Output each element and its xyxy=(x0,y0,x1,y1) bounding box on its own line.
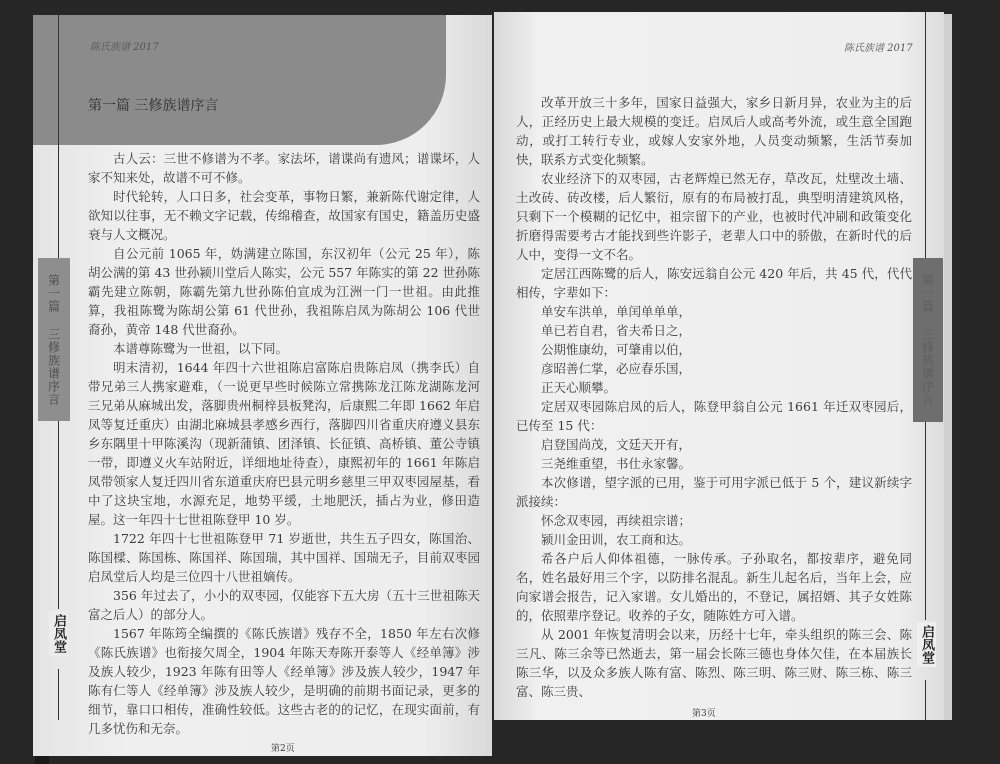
chapter-header-band xyxy=(33,15,446,145)
paragraph: 1567 年陈筠全编撰的《陈氏族谱》残存不全，1850 年左右次修《陈氏族谱》也衔接欠周全，1904 年陈天寿陈开泰等人《经单簿》涉及族人较少，1923 年陈有田等人《经单簿》涉及族人较少，1947 年陈有仁等人《经单簿》涉及族人较少，是明确的前期书面记录，更多的细节，靠口口相传，准确性较低。这些古老的的记忆，在现实面前，有几多忧伤和无奈。 xyxy=(88,626,480,736)
margin-rule xyxy=(925,422,926,620)
chapter-title: 第一篇 三修族谱序言 xyxy=(88,98,219,114)
chapter-tab: 第一篇 三修族谱序言 xyxy=(38,258,70,421)
paragraph: 时代轮转，人口日多，社会变革，事物日繁，兼新陈代谢定律，人欲知以往事，无不赖文字记载，传绵稽查，故国家有国史，籍盖历史盛衰与人文概况。 xyxy=(88,189,480,242)
verse-line: 公期惟康幼，可肇甫以伯， xyxy=(541,342,692,357)
page-number: 第3页 xyxy=(692,709,716,719)
verse-line: 颍川金田训，农工商和达。 xyxy=(541,532,692,547)
chapter-tab: 第一篇 三修族谱序言 xyxy=(913,258,943,422)
paragraph: 从 2001 年恢复清明会以来，历经十七年，牵头组织的陈三会、陈三凡、陈三余等已然逝去，第一届会长陈三德也身体欠佳，在本届族长陈三华，以及众多族人陈有富、陈烈、陈三明、陈三财、陈三栋、陈三富、陈三贵、 xyxy=(516,627,912,699)
left-body-text xyxy=(88,149,480,738)
paragraph: 希各户后人仰体祖德，一脉传承。子孙取名，都按辈序，避免同名，姓名最好用三个字，以防排名混乱。新生儿起名后，当年上会，应向家谱会报告，记入家谱。女儿婚出的，不登记，属招婿、其子女姓陈的，依照辈序登记。收养的子女，随陈姓方可入谱。 xyxy=(516,551,912,623)
margin-rule xyxy=(58,15,59,258)
paragraph: 明末清初，1644 年四十六世祖陈启富陈启贵陈启凤（携李氏）自带兄弟三人携家避难，（一说更早些时候陈立常携陈龙江陈龙湖陈龙河三兄弟从麻城出发，落脚贵州桐梓县板凳沟，后康熙二年即 1662 年启凤等复迁重庆）由湖北麻城县孝感乡西行，落脚四川省重庆府遵义县东乡东隅里十甲陈溪沟（现新蒲镇、团泽镇、长征镇、高桥镇、董公寺镇一带，即遵义火车站附近，详细地址待查），康熙初年的 1661 年陈启凤带领家人复迁四川省东道重庆府巴县元明乡慈里三甲双枣园屋基，看中了这块宝地，水源充足，地势平缓，土地肥沃，插占为业，修田造屋。这一年四十七世祖陈登甲 10 岁。 xyxy=(88,360,480,527)
paragraph: 改革开放三十多年，国家日益强大，家乡日新月异，农业为主的后人，正经历史上最大规模的变迁。启凤后人或高考外流，或生意全国跑动，或打工转行专业，或嫁人安家外地，人员变动频繁，生活节奏加快，联系方式变化频繁。 xyxy=(516,95,912,167)
verse-line: 三尧维重望，书仕永家馨。 xyxy=(541,456,692,471)
paragraph: 古人云：三世不修谱为不孝。家法坏，谱谍尚有遗风；谱谍坏，人家不知来处，故谱不可不修。 xyxy=(88,151,480,185)
verse-line: 单已若自君，省夫希日之， xyxy=(541,323,692,338)
hall-name: 启凤堂 xyxy=(917,622,936,667)
paragraph: 定居江西陈鹭的后人，陈安远翁自公元 420 年后，共 45 代，代代相传，字辈如下： xyxy=(516,266,912,300)
margin-rule xyxy=(925,680,926,720)
verse-line: 彦昭善仁掌，必应春乐国， xyxy=(541,361,692,376)
verse-line: 启登国尚茂，文廷天开有， xyxy=(541,437,692,452)
verse-line: 怀念双枣园，再续祖宗谱； xyxy=(541,513,692,528)
page-number: 第2页 xyxy=(271,744,295,754)
margin-rule xyxy=(58,669,59,720)
running-head: 陈氏族谱 2017 xyxy=(844,43,913,54)
paragraph: 自公元前 1065 年，妫满建立陈国，东汉初年（公元 25 年），陈胡公满的第 43 世孙颍川堂后人陈实，公元 557 年陈实的第 22 世孙陈霸先建立陈朝，陈霸先第九世孙陈伯宣成为江洲一门一世祖。由此推算，我祖陈鹭为陈胡公第 61 代世孙，我祖陈启凤为陈胡公 106 代世裔孙，黄帝 148 代世裔孙。 xyxy=(88,246,481,337)
margin-rule xyxy=(925,12,926,258)
running-head: 陈氏族谱 2017 xyxy=(90,42,159,53)
paragraph: 农业经济下的双枣园，古老辉煌已然无存，草改瓦，灶壁改土墙、土改砖、砖改楼，后人繁衍，原有的布局被打乱，典型明清建筑风格，只剩下一个模糊的记忆中，祖宗留下的产业，也被时代冲刷和政策变化折磨得需要考古才能找到些许影子，老辈人口中的骄傲，在新时代的后人中，变得一文不名。 xyxy=(516,171,912,262)
left-page xyxy=(33,15,492,756)
paragraph: 356 年过去了，小小的双枣园，仅能容下五大房（五十三世祖陈天富之后人）的部分人。 xyxy=(88,588,480,622)
page-edges xyxy=(944,14,952,720)
paragraph: 定居双枣园陈启凤的后人，陈登甲翁自公元 1661 年迁双枣园后，已传至 15 代： xyxy=(516,399,912,433)
paragraph: 1722 年四十七世祖陈登甲 71 岁逝世，共生五子四女，陈国治、陈国樑、陈国栋、陈国祥、陈国瑞，其中国祥、国瑞无子，目前双枣园启凤堂后人均是三位四十八世祖嫡传。 xyxy=(88,531,480,584)
paragraph: 本谱尊陈鹭为一世祖，以下同。 xyxy=(113,341,289,356)
right-body-text xyxy=(516,93,912,701)
margin-rule xyxy=(58,421,59,609)
hall-name: 启凤堂 xyxy=(49,611,68,656)
right-page xyxy=(494,12,944,720)
verse-line: 单安车洪单，单闰单单单， xyxy=(541,304,692,319)
paragraph: 本次修谱，望字派的已用，鉴于可用字派已低于 5 个，建议新续字派接续： xyxy=(516,475,912,509)
verse-line: 正天心顺攀。 xyxy=(541,380,617,395)
